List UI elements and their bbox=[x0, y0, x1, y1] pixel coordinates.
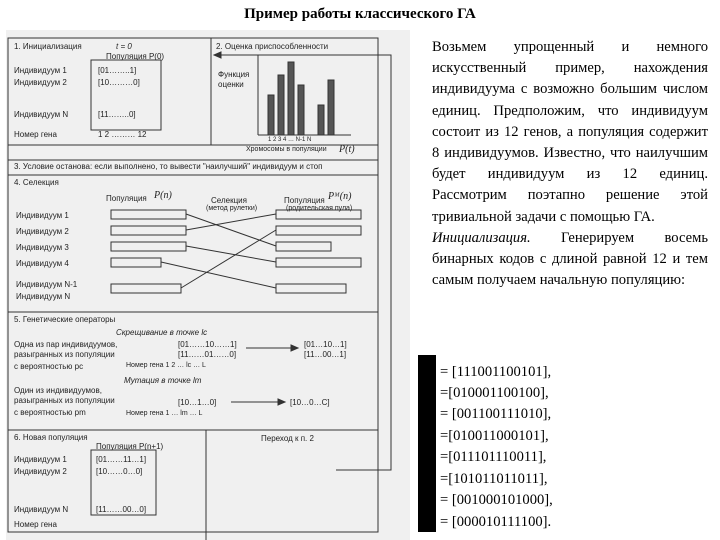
s6-code2: [10……0…0] bbox=[96, 467, 143, 476]
s1-indN: Индивидуум N bbox=[14, 110, 69, 119]
s1-ind2: Индивидуум 2 bbox=[14, 78, 67, 87]
code-line-4: =[010011000101], bbox=[440, 428, 549, 444]
s6-code1: [01……11…1] bbox=[96, 455, 147, 464]
init-label: Инициализация. bbox=[432, 229, 531, 246]
init-text: Генерируем восемь бинарных кодов с длиной равной 12 и тем самым получаем начальную популяцию: bbox=[432, 229, 708, 289]
s2-axis: Хромосомы в популяции bbox=[246, 146, 327, 153]
s5-c-res2: [11…00…1] bbox=[304, 350, 347, 359]
s2-x: 1 2 3 4 … N-1 N bbox=[268, 137, 312, 143]
code-line-5: =[011101110011], bbox=[440, 449, 547, 465]
s1-genes: Номер гена bbox=[14, 130, 57, 139]
paragraph-init bbox=[432, 228, 708, 292]
code-line-1: = [111001100101], bbox=[440, 364, 552, 380]
s5-c2: разыгранных из популяции bbox=[14, 350, 115, 359]
s4-ind1: Индивидуум 1 bbox=[16, 211, 69, 220]
s6-ind2: Индивидуум 2 bbox=[14, 467, 67, 476]
s4-pm: Pᴹ(n) bbox=[328, 191, 352, 202]
s4-wheel1: Селекция bbox=[211, 196, 247, 205]
code-line-7: = [001000101000], bbox=[440, 492, 553, 508]
s2-title: 2. Оценка приспособленности bbox=[216, 42, 329, 51]
redaction-bar bbox=[418, 355, 436, 532]
s4-wheel2: (метод рулетки) bbox=[206, 205, 258, 212]
s4-parents1: Популяция bbox=[284, 196, 325, 205]
s5-c-code2: [11……01……0] bbox=[178, 350, 237, 359]
s5-c1: Одна из пар индивидуумов, bbox=[14, 340, 118, 349]
s6-codeN: [11……00…0] bbox=[96, 505, 147, 514]
s6-goto: Переход к п. 2 bbox=[261, 434, 314, 443]
s5-title: 5. Генетические операторы bbox=[14, 315, 116, 324]
s4-indN: Индивидуум N bbox=[16, 292, 71, 301]
s4-ind2: Индивидуум 2 bbox=[16, 227, 69, 236]
s4-pop: Популяция bbox=[106, 194, 147, 203]
code-line-8: = [000010111100]. bbox=[440, 514, 552, 530]
s6-genes: Номер гена bbox=[14, 520, 57, 529]
s6-indN: Индивидуум N bbox=[14, 505, 69, 514]
s4-parents2: (родительская пула) bbox=[286, 205, 353, 212]
s1-codeN: [11……..0] bbox=[98, 110, 136, 119]
s5-cross: Скрещивание в точке lc bbox=[116, 328, 208, 337]
s4-ind4: Индивидуум 4 bbox=[16, 259, 69, 268]
s1-pop: Популяция P(0) bbox=[106, 52, 165, 61]
s5-c-code1: [01……10……1] bbox=[178, 340, 237, 349]
s6-pop: Популяция P(n+1) bbox=[96, 442, 164, 451]
s1-genes-nums: 1 2 ……… 12 bbox=[98, 130, 147, 139]
s4-title: 4. Селекция bbox=[14, 178, 59, 187]
s1-code1: [01……..1] bbox=[98, 66, 137, 75]
slide-title: Пример работы классического ГА bbox=[244, 6, 476, 22]
s2-fn1: Функция bbox=[218, 70, 250, 79]
s1-title: 1. Инициализация bbox=[14, 42, 82, 51]
ga-flow-diagram bbox=[6, 30, 410, 540]
s5-m-res: [10…0…C] bbox=[290, 398, 330, 407]
s5-c3: с вероятностью pc bbox=[14, 362, 84, 371]
s5-m3: с вероятностью pm bbox=[14, 408, 86, 417]
s2-pt: P(t) bbox=[339, 144, 355, 155]
s5-m1: Один из индивидуумов, bbox=[14, 386, 102, 395]
code-line-6: =[101011011011], bbox=[440, 471, 548, 487]
s1-code2: [10………0] bbox=[98, 78, 140, 87]
s4-pt: P(n) bbox=[154, 190, 172, 201]
code-line-3: = [001100111010], bbox=[440, 406, 552, 422]
code-line-2: =[010001100100], bbox=[440, 385, 549, 401]
s5-c-genes: Номер гена 1 2 … lc … L bbox=[126, 362, 206, 369]
s6-ind1: Индивидуум 1 bbox=[14, 455, 67, 464]
explanation-text bbox=[432, 37, 708, 291]
s5-m-code: [10…1…0] bbox=[178, 398, 217, 407]
s2-fn2: оценки bbox=[218, 80, 244, 89]
s6-title: 6. Новая популяция bbox=[14, 433, 88, 442]
s5-m-genes: Номер гена 1 … lm … L bbox=[126, 410, 203, 417]
s5-m2: разыгранных из популяции bbox=[14, 396, 115, 405]
s4-indN1: Индивидуум N-1 bbox=[16, 280, 78, 289]
s5-mut: Мутация в точке lm bbox=[124, 376, 202, 385]
s5-c-res1: [01…10…1] bbox=[304, 340, 347, 349]
s4-ind3: Индивидуум 3 bbox=[16, 243, 69, 252]
s1-ind1: Индивидуум 1 bbox=[14, 66, 67, 75]
paragraph-intro: Возьмем упрощенный и немного искусственный пример, нахождения индивидуума с возможно большим числом единиц. Предположим, что индивидуум состоит из 12 генов, а популяция содержит 8 индивидуумов. Известно, что наилучшим будет индивидуум из 12 единиц. Рассмотрим поэтапно решение этой тривиальной задачи с помощью ГА. bbox=[432, 39, 708, 225]
s3-title: 3. Условие останова: если выполнено, то вывести "наилучший" индивидуум и стоп bbox=[14, 162, 323, 171]
s1-t: t = 0 bbox=[116, 42, 132, 51]
